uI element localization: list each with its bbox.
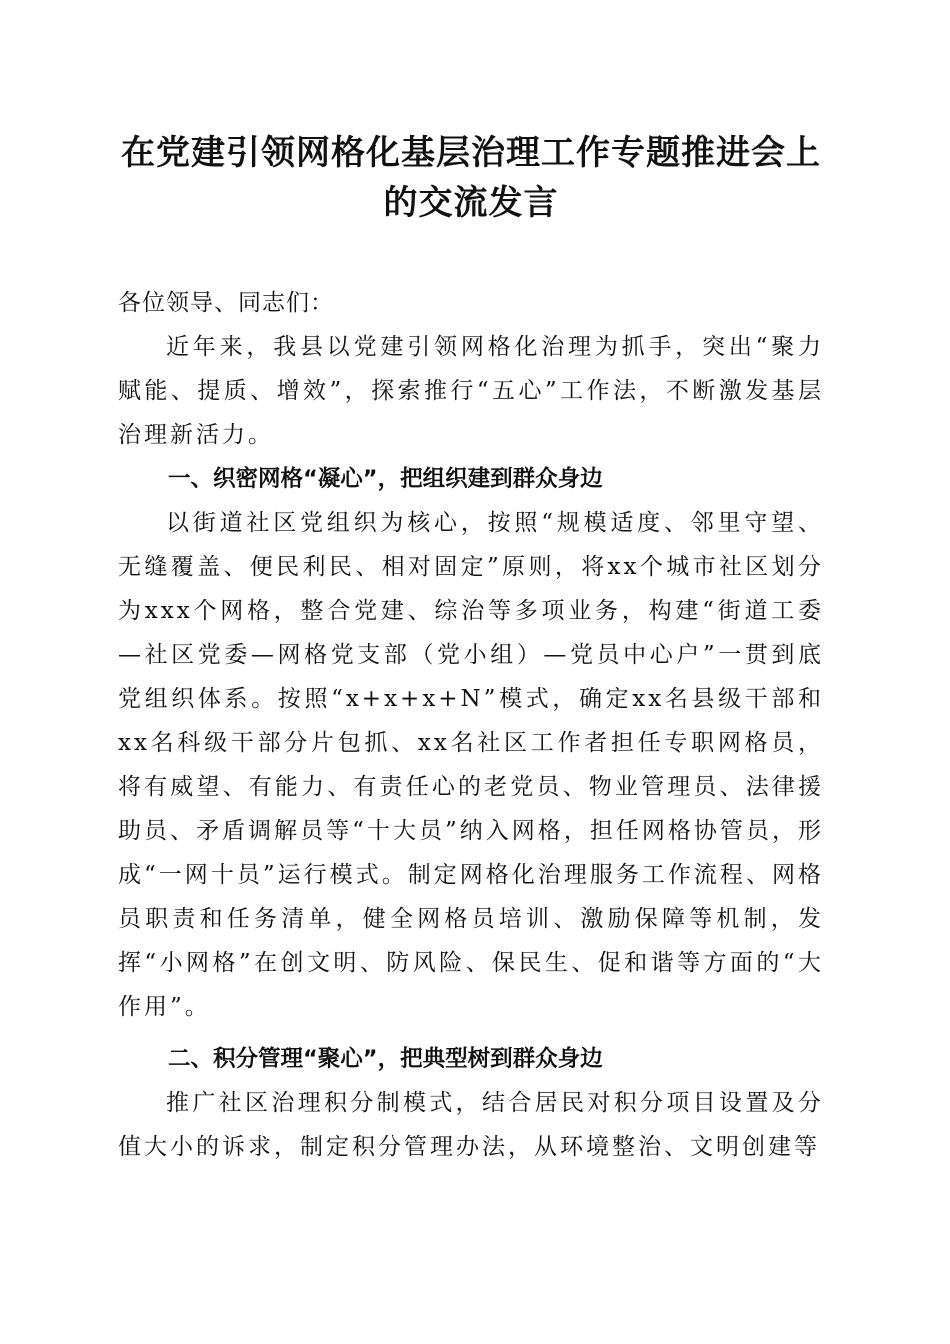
salutation: 各位领导、同志们： <box>118 290 334 316</box>
document-page <box>118 128 824 1169</box>
section-2-heading: 二、积分管理“聚心”，把典型树到群众身边 <box>168 1046 603 1072</box>
section-2-body: 推广社区治理积分制模式，结合居民对积分项目设置及分值大小的诉求，制定积分管理办法，从环境整治、文明创建等 <box>118 1090 824 1160</box>
intro-paragraph: 近年来，我县以党建引领网格化治理为抓手，突出“聚力赋能、提质、增效”，探索推行“五心”工作法，不断激发基层治理新活力。 <box>118 334 824 448</box>
section-1-body: 以街道社区党组织为核心，按照“规模适度、邻里守望、无缝覆盖、便民利民、相对固定”原则，将xx个城市社区划分为xxx个网格，整合党建、综治等多项业务，构建“街道工委—社区党委—网格党支部（党小组）—党员中心户”一贯到底党组织体系。按照“x+x+x+N”模式，确定xx名县级干部和xx名科级干部分片包抓、xx名社区工作者担任专职网格员，将有威望、有能力、有责任心的老党员、物业管理员、法律援助员、矛盾调解员等“十大员”纳入网格，担任网格协管员，形成“一网十员”运行模式。制定网格化治理服务工作流程、网格员职责和任务清单，健全网格员培训、激励保障等机制，发挥“小网格”在创文明、防风险、保民生、促和谐等方面的“大作用”。 <box>118 510 824 1020</box>
section-1-heading: 一、织密网格“凝心”，把组织建到群众身边 <box>168 466 603 492</box>
document-title <box>118 128 824 228</box>
title-line-1: 在党建引领网格化基层治理工作专题推进会上 <box>121 133 821 173</box>
title-line-2: 的交流发言 <box>383 183 559 223</box>
